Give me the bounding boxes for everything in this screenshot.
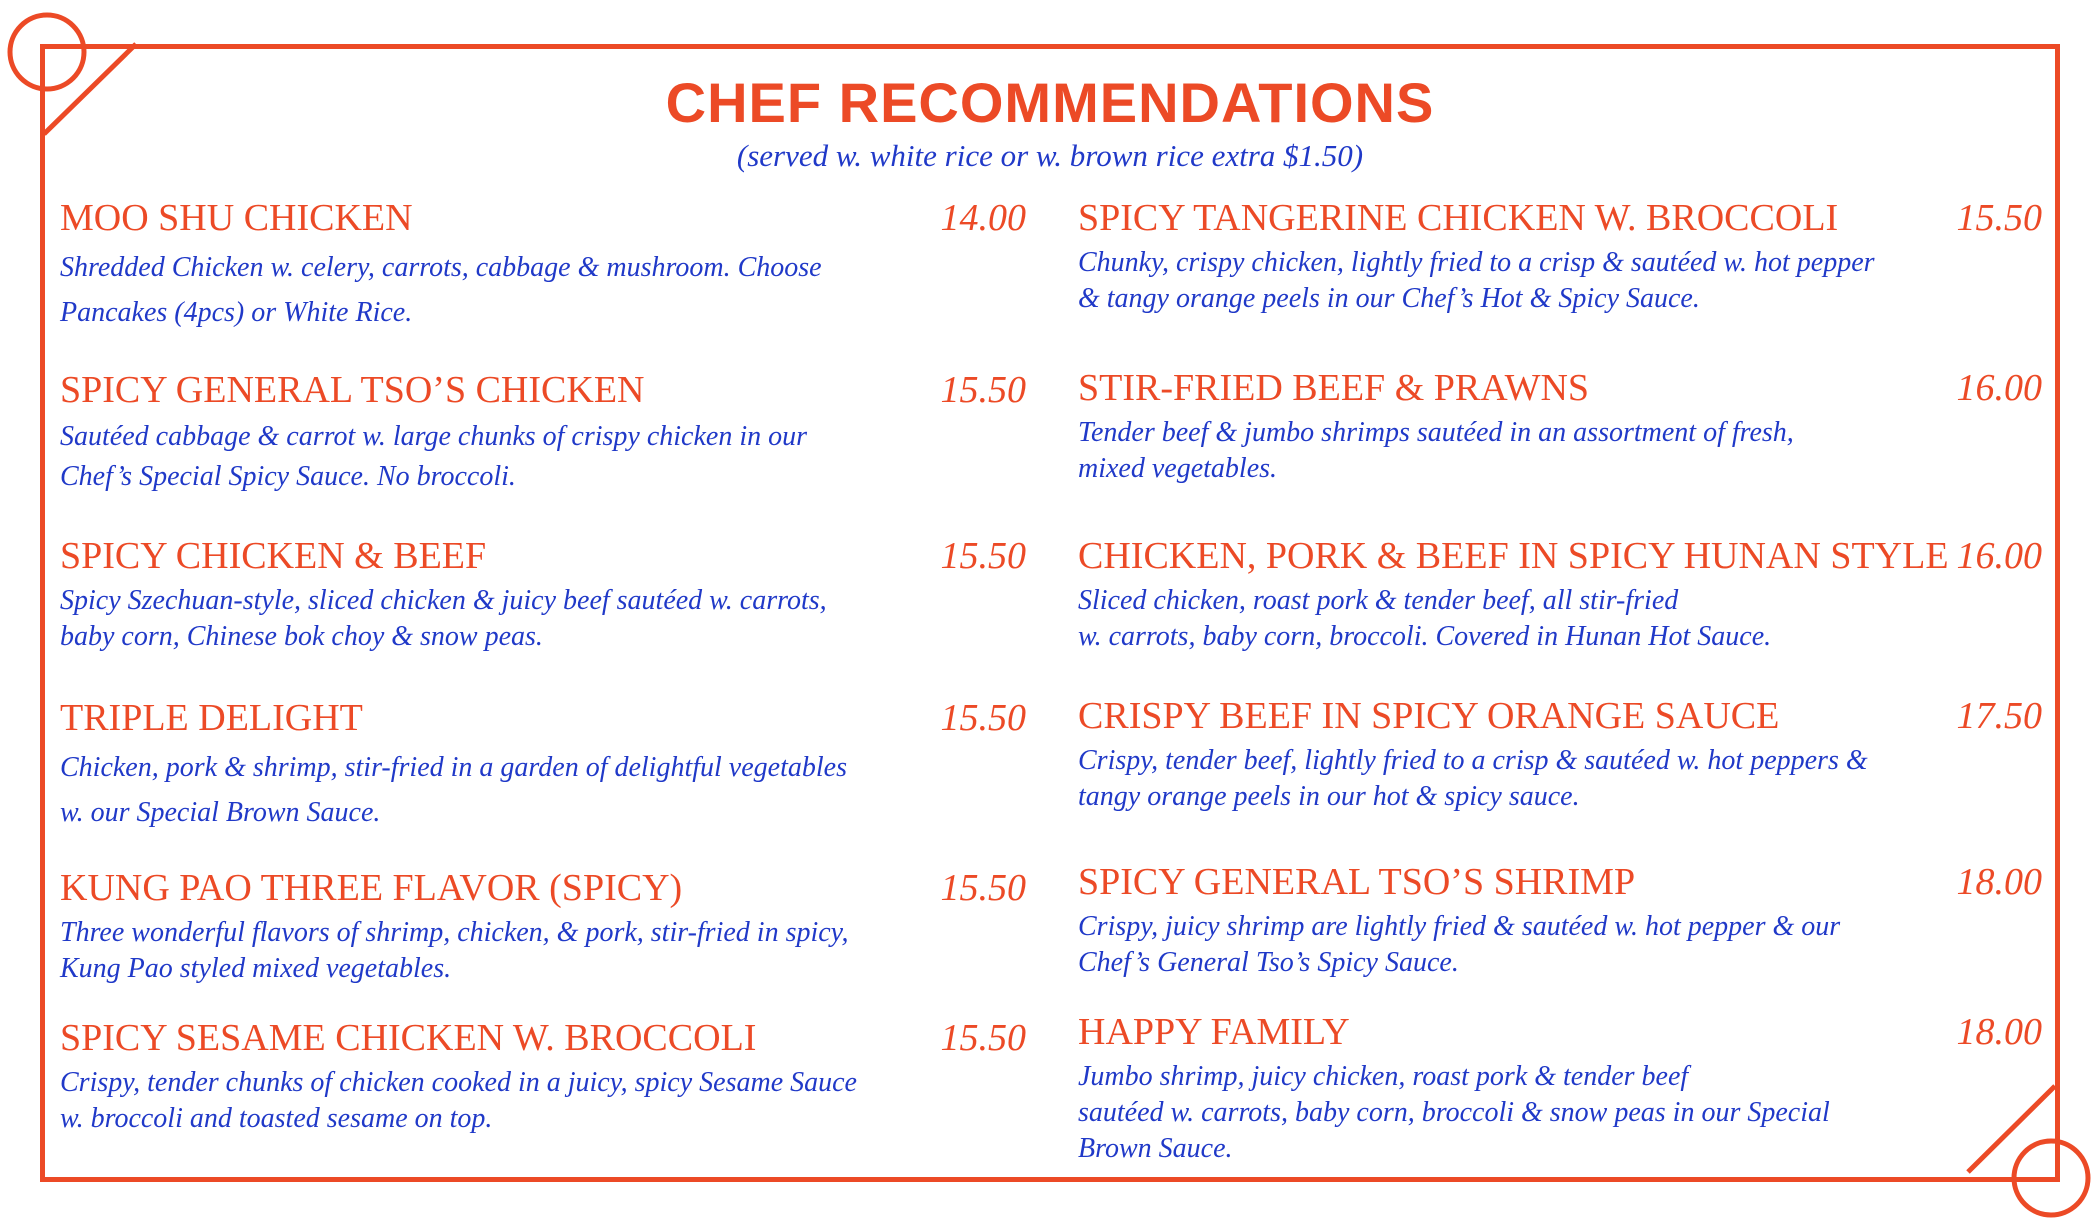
menu-item-description: Crispy, tender chunks of chicken cooked in a juicy, spicy Sesame Sauce w. broccoli and toasted sesame on top. bbox=[60, 1067, 857, 1134]
menu-item-description: Chicken, pork & shrimp, stir-fried in a garden of delightful vegetables w. our Special Brown Sauce. bbox=[60, 752, 847, 828]
menu-item-description: Tender beef & jumbo shrimps sautéed in an assortment of fresh, mixed vegetables. bbox=[1078, 417, 1794, 484]
menu-item bbox=[1078, 535, 2042, 655]
menu-item-name: KUNG PAO THREE FLAVOR (SPICY) bbox=[60, 867, 683, 909]
menu-item-name: SPICY GENERAL TSO’S SHRIMP bbox=[1078, 861, 1636, 903]
menu-item-description: Sliced chicken, roast pork & tender beef, all stir-fried w. carrots, baby corn, broccoli. Covered in Hunan Hot Sauce. bbox=[1078, 585, 1772, 652]
menu-item bbox=[60, 535, 1026, 655]
menu-item-description: Spicy Szechuan-style, sliced chicken & juicy beef sautéed w. carrots, baby corn, Chinese bok choy & snow peas. bbox=[60, 585, 827, 652]
menu-item-description: Three wonderful flavors of shrimp, chicken, & pork, stir-fried in spicy, Kung Pao styled mixed vegetables. bbox=[60, 917, 849, 984]
menu-item bbox=[1078, 367, 2042, 487]
menu-item-price: 15.50 bbox=[1956, 197, 2042, 239]
menu-item-name: SPICY SESAME CHICKEN W. BROCCOLI bbox=[60, 1017, 757, 1059]
menu-item-description: Chunky, crispy chicken, lightly fried to a crisp & sautéed w. hot pepper & tangy orange peels in our Chef’s Hot & Spicy Sauce. bbox=[1078, 247, 1875, 314]
menu-item-price: 16.00 bbox=[1956, 367, 2042, 409]
menu-item-description: Crispy, juicy shrimp are lightly fried & sautéed w. hot pepper & our Chef’s General Tso’s Spicy Sauce. bbox=[1078, 911, 1841, 978]
menu-item-description: Jumbo shrimp, juicy chicken, roast pork & tender beef sautéed w. carrots, baby corn, broccoli & snow peas in our Special Brown Sauce. bbox=[1078, 1061, 1830, 1164]
menu-item bbox=[60, 369, 1026, 492]
menu-item-name: SPICY GENERAL TSO’S CHICKEN bbox=[60, 369, 645, 411]
menu-item-price: 15.50 bbox=[940, 697, 1026, 739]
menu-item-price: 18.00 bbox=[1956, 861, 2042, 903]
menu-item-description: Crispy, tender beef, lightly fried to a crisp & sautéed w. hot peppers & tangy orange peels in our hot & spicy sauce. bbox=[1078, 745, 1868, 812]
menu-item-price: 16.00 bbox=[1956, 535, 2042, 577]
menu-item-price: 15.50 bbox=[940, 535, 1026, 577]
menu-item-name: CRISPY BEEF IN SPICY ORANGE SAUCE bbox=[1078, 695, 1780, 737]
menu-title: CHEF RECOMMENDATIONS bbox=[665, 71, 1435, 134]
menu-item-description: Shredded Chicken w. celery, carrots, cabbage & mushroom. Choose Pancakes (4pcs) or White Rice. bbox=[60, 252, 822, 328]
menu-item bbox=[1078, 1011, 2042, 1171]
menu-item-name: HAPPY FAMILY bbox=[1078, 1011, 1350, 1053]
menu-subtitle: (served w. white rice or w. brown rice extra $1.50) bbox=[736, 138, 1364, 173]
menu-item-name: SPICY CHICKEN & BEEF bbox=[60, 535, 487, 577]
menu-item bbox=[60, 697, 1026, 827]
menu-item bbox=[1078, 695, 2042, 815]
menu-item-name: SPICY TANGERINE CHICKEN W. BROCCOLI bbox=[1078, 197, 1839, 239]
menu-item-price: 17.50 bbox=[1956, 695, 2042, 737]
menu-item-description: Sautéed cabbage & carrot w. large chunks of crispy chicken in our Chef’s Special Spicy Sauce. No broccoli. bbox=[60, 421, 808, 492]
menu-item-name: MOO SHU CHICKEN bbox=[60, 197, 413, 239]
menu-item bbox=[60, 867, 1026, 987]
menu-item-price: 14.00 bbox=[940, 197, 1026, 239]
menu-item-name: TRIPLE DELIGHT bbox=[60, 697, 363, 739]
menu-item bbox=[60, 197, 1026, 327]
menu-item bbox=[60, 1017, 1026, 1137]
menu-item-price: 15.50 bbox=[940, 369, 1026, 411]
menu-item-name: CHICKEN, PORK & BEEF IN SPICY HUNAN STYLE bbox=[1078, 535, 1949, 577]
menu-item-name: STIR-FRIED BEEF & PRAWNS bbox=[1078, 367, 1590, 409]
menu-item-price: 15.50 bbox=[940, 867, 1026, 909]
menu-item bbox=[1078, 861, 2042, 981]
menu-item bbox=[1078, 197, 2042, 317]
menu-item-price: 15.50 bbox=[940, 1017, 1026, 1059]
menu-item-price: 18.00 bbox=[1956, 1011, 2042, 1053]
